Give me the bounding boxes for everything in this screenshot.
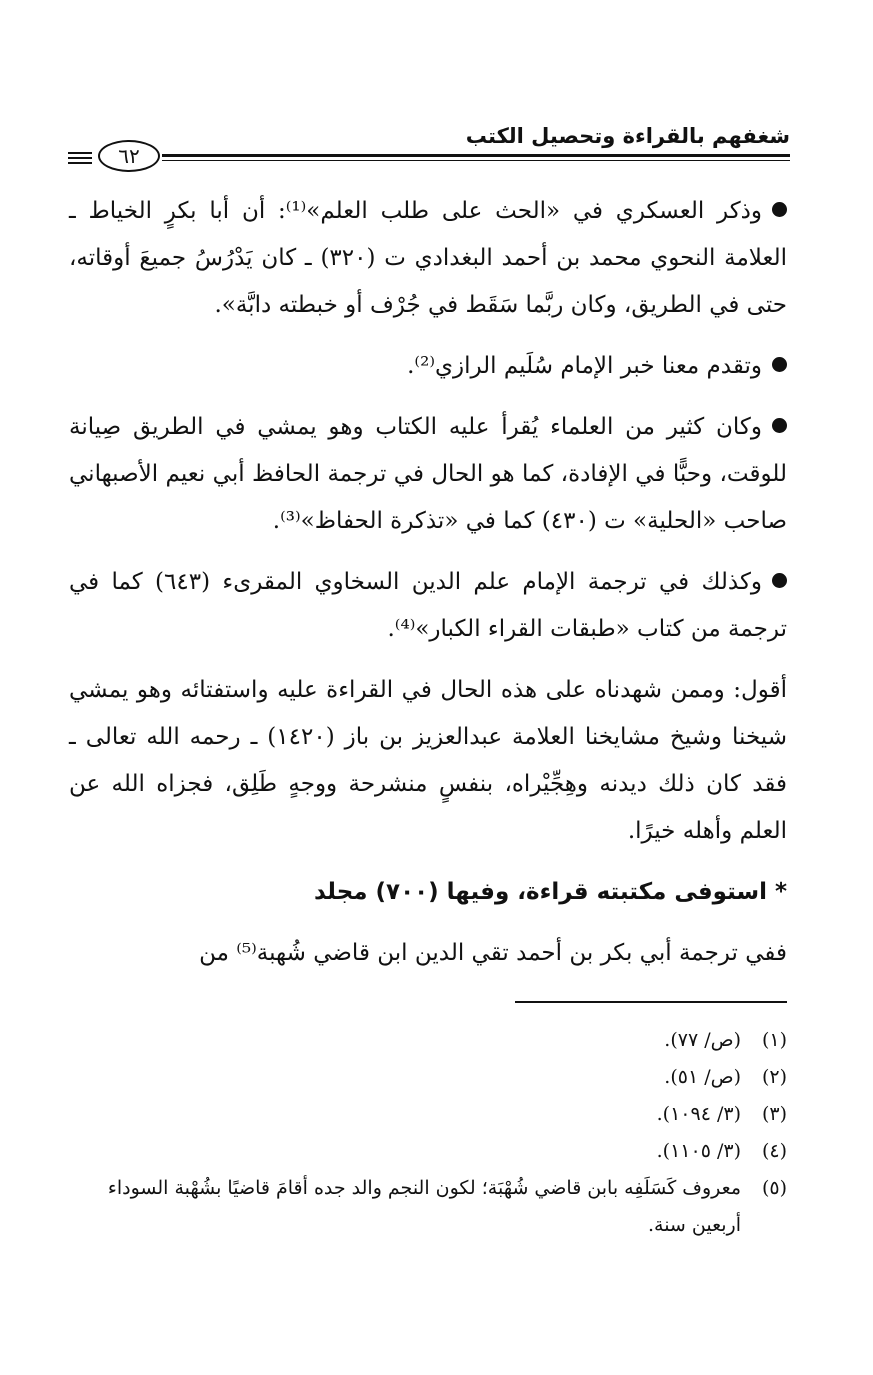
paragraph-text: وتقدم معنا خبر الإمام سُلَيم الرازي⁽²⁾.: [407, 353, 762, 379]
paragraph-text: وذكر العسكري في «الحث على طلب العلم»⁽¹⁾: أن أبا بكرٍ الخياط ـ العلامة النحوي محمد بن أحمد البغدادي ت (٣٢٠) ـ كان يَدْرُسُ جميعَ أوقاته، حتى في الطريق، وكان ربَّما سَقَط في جُرْف أو خبطته دابَّة».: [69, 198, 787, 318]
paragraph-text: وكان كثير من العلماء يُقرأ عليه الكتاب وهو يمشي في الطريق صِيانة للوقت، وحبًّا في الإفادة، كما هو الحال في ترجمة الحافظ أبي نعيم الأصبهاني صاحب «الحلية» ت (٤٣٠) كما في «تذكرة الحفاظ»⁽³⁾.: [69, 414, 787, 534]
footnote-text: (ص/ ٧٧).: [664, 1029, 741, 1051]
paragraph-4: [69, 559, 787, 653]
bullet-icon: [772, 202, 787, 217]
paragraph-5: [69, 667, 787, 855]
paragraph-text: أقول: وممن شهدناه على هذه الحال في القراءة عليه واستفتائه وهو يمشي شيخنا وشيخ مشايخنا العلامة عبدالعزيز بن باز (١٤٢٠) ـ رحمه الله تعالى ـ فقد كان ذلك ديدنه وهِجِّيْراه، بنفسٍ منشرحة ووجهٍ طَلِق، فجزاه الله عن العلم وأهله خيرًا.: [69, 677, 788, 844]
page-number-ornament: [60, 140, 180, 176]
page-number: ٦٢: [98, 140, 160, 172]
footnote-number: (١): [761, 1029, 787, 1051]
footnote-text: (٣/ ١١٠٥).: [656, 1140, 741, 1162]
footnotes: [69, 1022, 787, 1244]
bullet-icon: [772, 573, 787, 588]
ornament-bars: [68, 152, 92, 167]
footnote-number: (٢): [761, 1066, 787, 1088]
bullet-icon: [772, 418, 787, 433]
paragraph-6: [69, 930, 787, 977]
paragraph-text: ففي ترجمة أبي بكر بن أحمد تقي الدين ابن قاضي شُهبة⁽⁵⁾ من: [199, 940, 787, 966]
footnote-number: (٣): [761, 1103, 787, 1125]
footnote-number: (٤): [761, 1140, 787, 1162]
footnote-4: [69, 1133, 787, 1170]
paragraph-2: [69, 343, 787, 390]
paragraph-text: وكذلك في ترجمة الإمام علم الدين السخاوي المقرىء (٦٤٣) كما في ترجمة من كتاب «طبقات القراء الكبار»⁽⁴⁾.: [69, 569, 787, 642]
footnote-text: معروف كَسَلَفِه بابن قاضي شُهْبَة؛ لكون النجم والد جده أقامَ قاضيًا بشُهْبة السوداء أربعين سنة.: [107, 1177, 741, 1236]
footnote-separator: [515, 1001, 787, 1003]
paragraph-1: [69, 188, 787, 329]
footnote-3: [69, 1096, 787, 1133]
header-rule-thin: [162, 160, 790, 161]
footnote-1: [69, 1022, 787, 1059]
page-header: [60, 122, 790, 192]
footnote-text: (ص/ ٥١).: [664, 1066, 741, 1088]
section-heading: * استوفى مكتبته قراءة، وفيها (٧٠٠) مجلد: [314, 879, 787, 905]
footnote-text: (٣/ ١٠٩٤).: [656, 1103, 741, 1125]
main-text: [69, 188, 787, 991]
paragraph-3: [69, 404, 787, 545]
header-rule: [162, 154, 790, 157]
footnote-number: (٥): [761, 1177, 787, 1199]
footnote-2: [69, 1059, 787, 1096]
running-title: شغفهم بالقراءة وتحصيل الكتب: [465, 124, 790, 148]
bullet-icon: [772, 357, 787, 372]
footnote-5: [69, 1170, 787, 1244]
